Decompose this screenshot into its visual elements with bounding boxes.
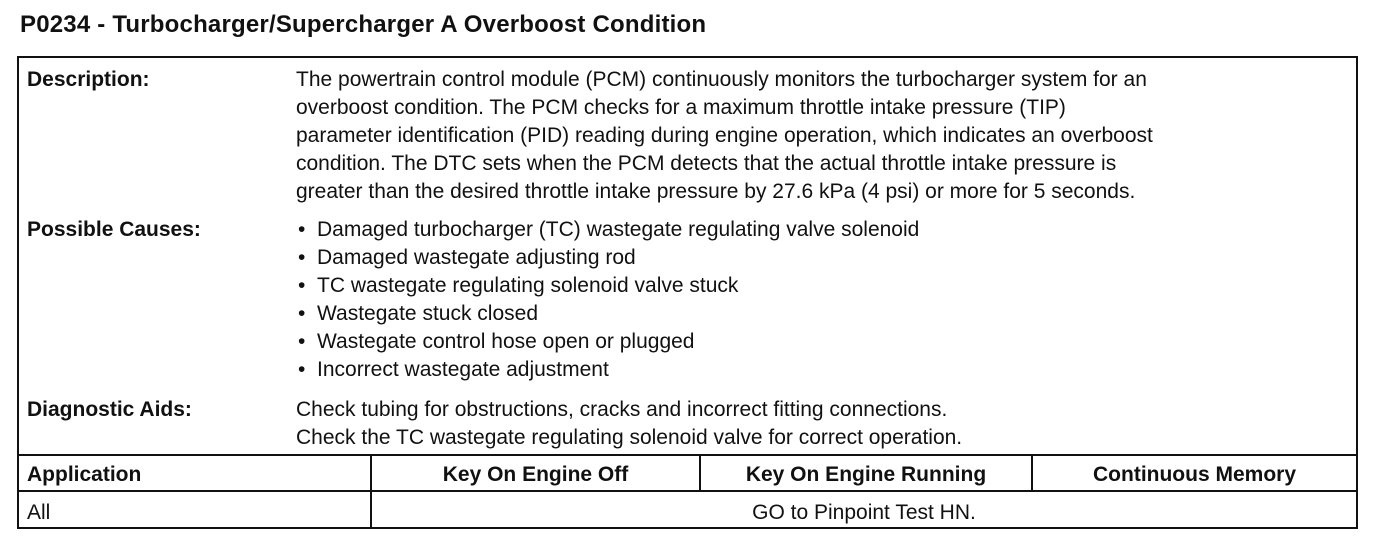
table-header-koer: Key On Engine Running <box>745 463 987 486</box>
table-top-rule <box>19 454 1356 456</box>
list-item: • Damaged wastegate adjusting rod <box>296 244 919 272</box>
page-title: P0234 - Turbocharger/Supercharger A Overboost Condition <box>20 11 707 38</box>
description-line: greater than the desired throttle intake pressure by 27.6 kPa (4 psi) or more for 5 seconds. <box>296 180 1136 203</box>
dtc-info-box <box>17 56 1358 529</box>
list-item: • Wastegate stuck closed <box>296 300 919 328</box>
diagnostic-aids-text <box>296 396 962 452</box>
description-line: parameter identification (PID) reading during engine operation, which indicates an overboost <box>296 124 1153 147</box>
possible-causes-list <box>296 216 919 384</box>
description-line: The powertrain control module (PCM) continuously monitors the turbocharger system for an <box>296 68 1147 91</box>
description-line: overboost condition. The PCM checks for a maximum throttle intake pressure (TIP) <box>296 96 1066 119</box>
possible-causes-label: Possible Causes: <box>27 218 201 241</box>
list-item: • TC wastegate regulating solenoid valve stuck <box>296 272 919 300</box>
list-item: • Wastegate control hose open or plugged <box>296 328 919 356</box>
table-cell-application: All <box>27 501 51 524</box>
list-item: • Damaged turbocharger (TC) wastegate regulating valve solenoid <box>296 216 919 244</box>
diagnostic-aids-label: Diagnostic Aids: <box>27 398 192 421</box>
description-line: condition. The DTC sets when the PCM detects that the actual throttle intake pressure is <box>296 152 1117 175</box>
table-header-continuous-memory: Continuous Memory <box>1093 463 1296 486</box>
list-item: • Incorrect wastegate adjustment <box>296 356 919 384</box>
diagnostic-aids-line: Check the TC wastegate regulating solenoid valve for correct operation. <box>296 426 963 449</box>
table-header-application: Application <box>27 463 142 486</box>
table-header-rule <box>19 490 1356 492</box>
description-text <box>296 66 1153 206</box>
table-cell-action: GO to Pinpoint Test HN. <box>752 501 976 524</box>
diagnostic-aids-line: Check tubing for obstructions, cracks and incorrect fitting connections. <box>296 398 948 421</box>
description-label: Description: <box>27 68 150 91</box>
table-header-koeo: Key On Engine Off <box>442 463 629 486</box>
